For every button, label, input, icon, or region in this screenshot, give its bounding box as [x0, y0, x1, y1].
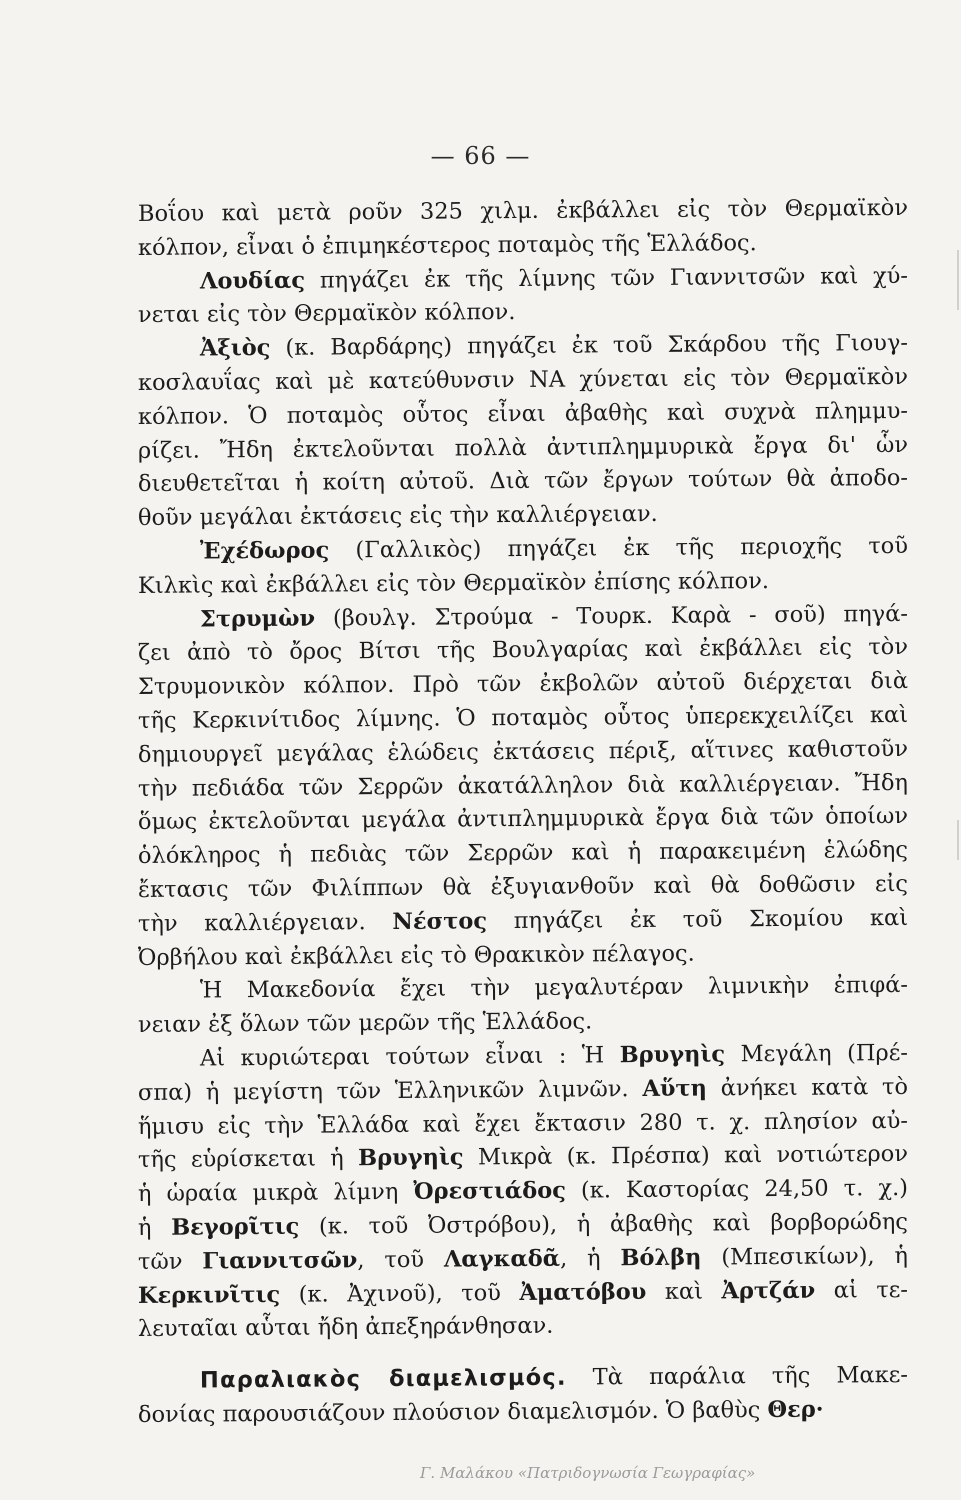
bold-term: Βρυγηὶς: [619, 1041, 726, 1069]
text-line: [138, 1307, 908, 1347]
text-run: κοσλαυΐας καὶ μὲ κατεύθυνσιν ΝΑ χύνεται εἰς τὸν Θερμαϊκὸν: [137, 363, 909, 396]
bold-term: Ἀρτζάν: [721, 1277, 816, 1304]
bold-term: Ὀρεστιάδος: [413, 1177, 566, 1205]
text-run: δονίας παρουσιάζουν πλούσιον διαμελισμόν. Ὁ βαθὺς: [137, 1396, 768, 1428]
text-run: τῆς εὑρίσκεται ἡ: [137, 1145, 359, 1174]
bold-term: Στρυμὼν: [199, 605, 316, 633]
text-run: ἡ ὡραία μικρὰ λίμνη: [137, 1178, 414, 1208]
text-run: Ἡ Μακεδονία ἔχει τὴν μεγαλυτέραν λιμνικὴν ἐπιφά-: [199, 972, 909, 1004]
text-line: [138, 564, 908, 604]
text-run: (κ. Καστορίας 24,50 τ. χ.): [565, 1175, 909, 1204]
text-run: πηγάζει ἐκ τοῦ Σκομίου καὶ: [486, 904, 909, 934]
body-text: [137, 194, 909, 1433]
text-line: [138, 1071, 908, 1111]
bold-term: Ἀματόβου: [519, 1278, 647, 1306]
bold-term: Κερκινῖτις: [137, 1281, 281, 1309]
text-line: [138, 1240, 908, 1280]
text-run: (Γαλλικὸς) πηγάζει ἐκ τῆς περιοχῆς τοῦ: [329, 532, 909, 564]
text-run: ρίζει. Ἤδη ἐκτελοῦνται πολλὰ ἀντιπλημμυρικὰ ἔργα δι' ὧν: [137, 431, 909, 464]
text-run: νειαν ἐξ ὅλων τῶν μερῶν τῆς Ἑλλάδος.: [137, 1008, 593, 1039]
text-run: Μικρὰ (κ. Πρέσπα) καὶ νοτιώτερον: [463, 1141, 909, 1171]
text-line: [138, 530, 908, 570]
bold-term: Λουδίας: [199, 267, 306, 295]
text-line: [138, 1393, 908, 1433]
bold-term: Γιαννιτσῶν: [202, 1246, 358, 1275]
text-run: Κιλκὶς καὶ ἐκβάλλει εἰς τὸν Θερμαϊκὸν ἐπίσης κόλπον.: [137, 567, 770, 599]
text-run: κόλπον, εἶναι ὁ ἐπιμηκέστερος ποταμὸς τῆς Ἑλλάδος.: [137, 229, 757, 261]
text-run: , τοῦ: [357, 1246, 445, 1273]
scan-edge-mark: [957, 250, 959, 310]
text-run: ζει ἀπὸ τὸ ὄρος Βίτσι τῆς Βουλγαρίας καὶ ἐκβάλλει εἰς τὸν: [137, 634, 909, 667]
text-run: λευταῖαι αὗται ἤδη ἀπεξηράνθησαν.: [137, 1313, 554, 1343]
bold-term: Λαγκαδᾶ: [443, 1245, 561, 1273]
text-run: δημιουργεῖ μεγάλας ἑλώδεις ἐκτάσεις πέριξ, αἵτινες καθιστοῦν: [137, 735, 909, 768]
text-run: ὁλόκληρος ἡ πεδιὰς τῶν Σερρῶν καὶ ἡ παρακειμένη ἑλώδης: [137, 837, 909, 870]
text-run: ὅμως ἐκτελοῦνται μεγάλα ἀντιπλημμυρικὰ ἔργα διὰ τῶν ὁποίων: [137, 803, 909, 836]
bold-term: Βεγορῖτις: [171, 1213, 300, 1241]
text-run: Τὰ παράλια τῆς Μακε-: [566, 1362, 909, 1391]
text-run: (κ. Ἀχινοῦ), τοῦ: [280, 1279, 520, 1308]
text-run: (Μπεσικίων), ἡ: [701, 1242, 909, 1271]
text-run: Αἱ κυριώτεραι τούτων εἶναι : Ἡ: [199, 1042, 620, 1072]
bold-term: Ἐχέδωρος: [199, 537, 330, 565]
text-run: τὴν καλλιέργειαν.: [137, 908, 393, 937]
text-run: τῶν: [137, 1248, 203, 1275]
text-line: [138, 1206, 908, 1246]
text-run: ἥμισυ εἰς τὴν Ἑλλάδα καὶ ἔχει ἔκτασιν 280 τ. χ. πλησίον αὐ-: [137, 1107, 909, 1140]
bold-term: Αὕτη: [642, 1075, 708, 1102]
text-run: ἀνήκει κατὰ τὸ: [706, 1073, 909, 1102]
text-run: αἱ τε-: [815, 1276, 909, 1304]
text-run: καὶ: [646, 1277, 722, 1305]
bold-term: Νέστος: [392, 907, 488, 935]
text-line: [138, 395, 908, 435]
text-run: σπα) ἡ μεγίστη τῶν Ἑλληνικῶν λιμνῶν.: [137, 1075, 643, 1106]
text-run: , ἡ: [559, 1244, 621, 1272]
text-line: [138, 1037, 908, 1077]
text-run: θοῦν μεγάλαι ἐκτάσεις εἰς τὴν καλλιέργειαν.: [137, 501, 658, 532]
text-run: Μεγάλη (Πρέ-: [724, 1039, 909, 1068]
text-line: [138, 902, 908, 942]
text-line: [138, 868, 908, 908]
text-line: [138, 361, 908, 401]
scan-edge-mark: [957, 820, 959, 860]
bold-term: Βρυγηὶς: [358, 1144, 464, 1172]
text-run: τὴν πεδιάδα τῶν Σερρῶν ἀκατάλληλον διὰ καλλιέργειαν. Ἤδη: [137, 769, 909, 802]
text-run: πηγάζει ἐκ τῆς λίμνης τῶν Γιαννιτσῶν καὶ χύ-: [304, 262, 909, 294]
text-run: διευθετεῖται ἡ κοίτη αὐτοῦ. Διὰ τῶν ἔργων τούτων θὰ ἀποδο-: [137, 465, 909, 498]
text-run: Ὀρβήλου καὶ ἐκβάλλει εἰς τὸ Θρακικὸν πέλαγος.: [137, 940, 695, 971]
text-line: [138, 699, 908, 739]
bold-term: Ἀξιὸς: [199, 335, 271, 362]
text-run: Βοΐου καὶ μετὰ ροῦν 325 χιλμ. ἐκβάλλει εἰς τὸν Θερμαϊκὸν: [137, 194, 909, 227]
text-run: (κ. τοῦ Ὀστρόβου), ἡ ἀβαθὴς καὶ βορβορώδης: [299, 1208, 909, 1240]
footer-credit: Γ. Μαλάκου «Πατριδογνωσία Γεωγραφίας»: [420, 1464, 756, 1482]
page-number: — 66 —: [430, 142, 531, 170]
text-run: Στρυμονικὸν κόλπον. Πρὸ τῶν ἐκβολῶν αὐτοῦ διέρχεται διὰ: [137, 668, 909, 701]
bold-term: Βόλβη: [620, 1244, 702, 1271]
text-run: (κ. Βαρδάρης) πηγάζει ἐκ τοῦ Σκάρδου τῆς Γιουγ-: [270, 330, 909, 362]
bold-term: Θερ·: [767, 1396, 824, 1423]
text-line: [138, 733, 908, 773]
text-run: τῆς Κερκινίτιδος λίμνης. Ὁ ποταμὸς οὗτος ὑπερεκχειλίζει καὶ: [137, 701, 909, 734]
text-run: (βουλγ. Στρούμα - Τουρκ. Καρὰ - σοῦ) πηγά-: [315, 600, 909, 632]
text-run: ἔκτασις τῶν Φιλίππων θὰ ἐξυγιανθοῦν καὶ θὰ δοθῶσιν εἰς: [137, 870, 909, 903]
text-run: κόλπον. Ὁ ποταμὸς οὗτος εἶναι ἀβαθὴς καὶ συχνὰ πλημμυ-: [137, 397, 909, 430]
text-run: νεται εἰς τὸν Θερμαϊκὸν κόλπον.: [137, 299, 516, 329]
bold-term: Παραλιακὸς διαμελισμός.: [199, 1364, 567, 1394]
text-line: [138, 226, 908, 266]
text-line: [138, 192, 908, 232]
text-run: ἡ: [137, 1214, 172, 1241]
